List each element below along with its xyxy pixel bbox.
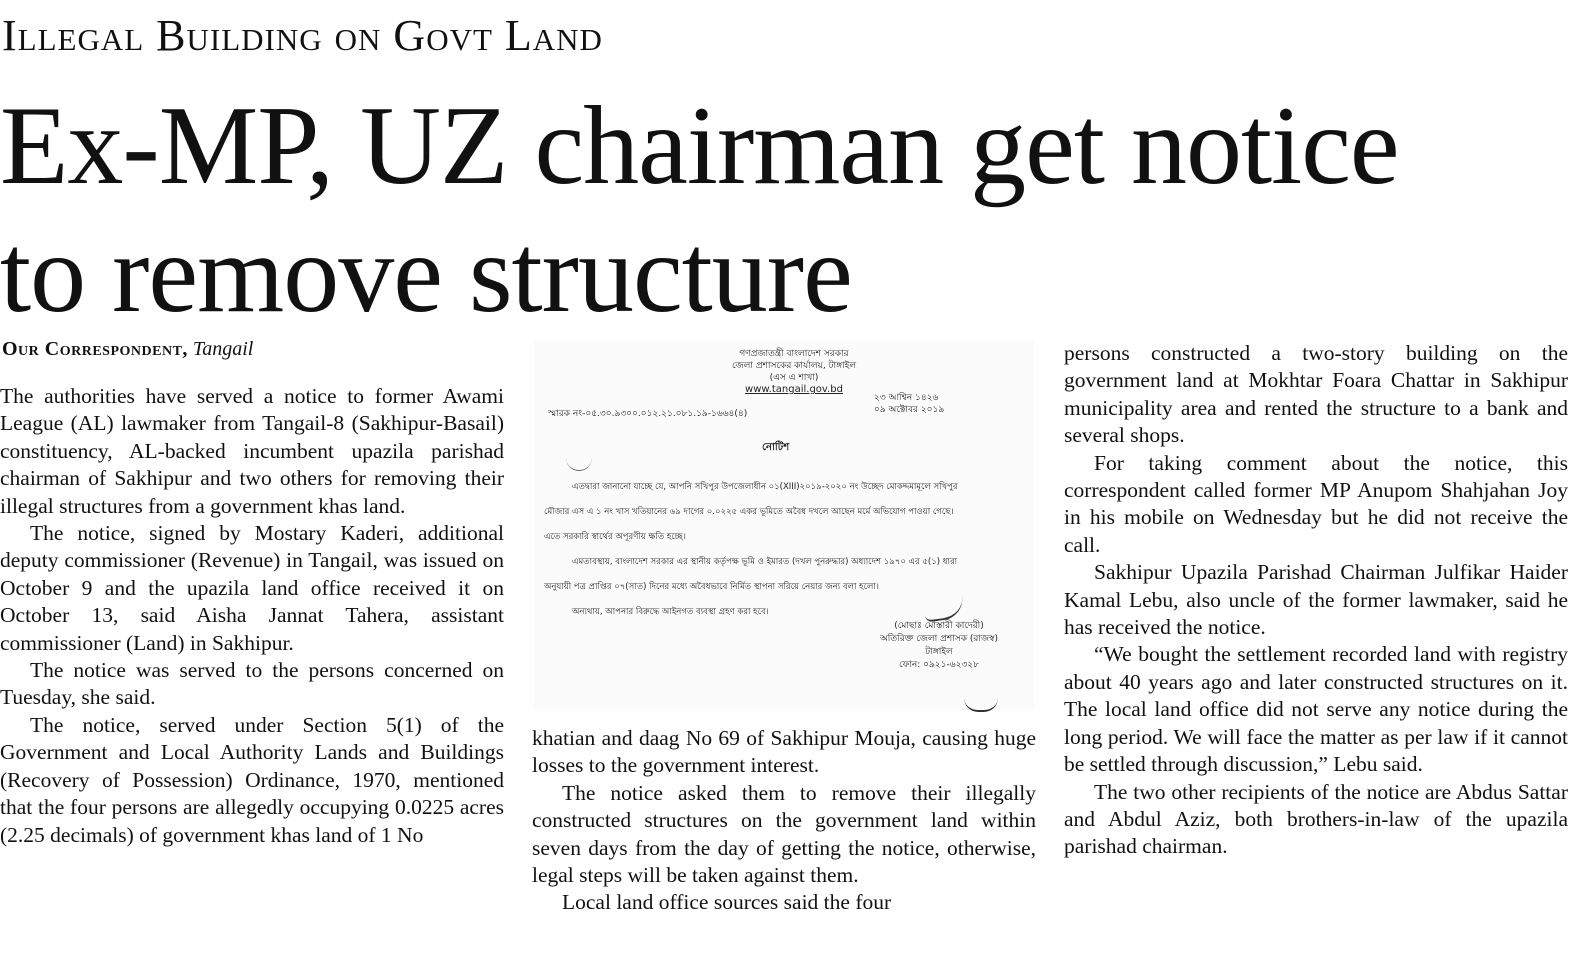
byline-location: Tangail — [192, 338, 254, 360]
notice-date — [874, 392, 944, 416]
notice-date-line: ০৯ অক্টোবর ২০১৯ — [874, 405, 945, 415]
paragraph: Local land office sources said the four — [562, 890, 892, 915]
byline-author: Our Correspondent, — [2, 338, 188, 360]
signature-line: অতিরিক্ত জেলা প্রশাসক (রাজস্ব) — [880, 634, 998, 644]
paragraph: khatian and daag No 69 of Sakhipur Mouja, causing huge losses to the government interest. — [532, 726, 1036, 778]
signature-scribble-2 — [964, 698, 998, 712]
byline — [2, 336, 253, 362]
paragraph: The authorities have served a notice to former Awami League (AL) lawmaker from Tangail-8 (Sakhipur-Basail) constituency, AL-backed incumbent upazila parishad chairman of Sakhipur and two others for removing their illegal structures from a government khas land. — [0, 384, 504, 518]
notice-header-line: জেলা প্রশাসকের কার্যালয়, টাঙ্গাইল — [731, 361, 857, 371]
paragraph: For taking comment about the notice, this correspondent called former MP Anupom Shahjahan Joy in his mobile on Wednesday but he did not receive the call. — [1064, 450, 1568, 557]
paragraph: The notice was served to the persons concerned on Tuesday, she said. — [0, 658, 504, 710]
notice-body-line: অনুযায়ী পত্র প্রাপ্তির ০৭(সাত) দিনের মধ্যে অবৈধভাবে নির্মিত স্থাপনা সরিয়ে নেয়ার জন্য বলা হলো। — [544, 582, 879, 592]
column-1 — [0, 383, 504, 849]
signature-line: টাঙ্গাইল — [925, 647, 953, 657]
paragraph: The two other recipients of the notice are Abdus Sattar and Abdul Aziz, both brothers-in-law of the upazila parishad chairman. — [1064, 779, 1568, 859]
column-2 — [532, 725, 1036, 917]
notice-body-line: এতে সরকারি স্বার্থের অপূরণীয় ক্ষতি হচ্ছে। — [544, 532, 686, 542]
notice-body-line: এতদ্বারা জানানো যাচ্ছে যে, আপনি সখিপুর উপজেলাধীন ০১(XIII)২০১৯-২০২০ নং উচ্ছেদ মোকদ্দমামূলে সখিপুর — [572, 482, 958, 492]
headline-line-1: Ex-MP, UZ chairman get notice — [0, 84, 1399, 208]
notice-mark — [566, 452, 592, 471]
notice-url: www.tangail.gov.bd — [745, 384, 843, 395]
signature-line: (মোছাঃ মোস্তারী কাদেরী) — [894, 621, 984, 631]
paragraph: Sakhipur Upazila Parishad Chairman Julfikar Haider Kamal Lebu, also uncle of the former lawmaker, said he has received the notice. — [1064, 560, 1568, 640]
notice-image — [534, 340, 1034, 710]
notice-date-line: ২৩ আশ্বিন ১৪২৬ — [874, 393, 939, 403]
notice-ref: স্মারক নং-০৫.৩০.৯৩০০.০১২.২১.০৮১.১৯-১৬৬৪(৪) — [548, 409, 748, 419]
headline — [0, 82, 1580, 338]
notice-header — [714, 348, 874, 396]
column-3 — [1064, 340, 1568, 861]
notice-title: নোটিশ — [762, 442, 790, 453]
paragraph: The notice, served under Section 5(1) of the Government and Local Authority Lands and Buildings (Recovery of Possession) Ordinance, 1970, mentioned that the four persons are allegedly occupying 0.0225 acres (2.25 decimals) of government khas land of 1 No — [0, 712, 504, 847]
notice-body-line: এমতাবস্থায়, বাংলাদেশ সরকার এর স্থানীয় কর্তৃপক্ষ ভূমি ও ইমারত (দখল পুনরুদ্ধার) অধ্যাদেশ ১৯৭০ এর ৫(১) ধারা — [572, 557, 958, 567]
headline-line-2: to remove structure — [0, 212, 852, 336]
notice-header-line: (এস এ শাখা) — [769, 373, 819, 383]
kicker: Illegal Building on Govt Land — [2, 11, 603, 60]
paragraph: persons constructed a two-story building on the government land at Mokhtar Foara Chattar in Sakhipur municipality area and rented the structure to a bank and several shops. — [1064, 341, 1568, 448]
paragraph: The notice, signed by Mostary Kaderi, additional deputy commissioner (Revenue) in Tangail, was issued on October 9 and the upazila land office received it on October 13, said Aisha Jannat Tahera, assistant commissioner (Land) in Sakhipur. — [0, 521, 504, 655]
notice-body-line: অন্যথায়, আপনার বিরুদ্ধে আইনগত ব্যবস্থা গ্রহণ করা হবে। — [572, 607, 769, 617]
notice-signature — [874, 598, 1004, 672]
signature-line: ফোন: ০৯২১-৬২৩২৮ — [899, 660, 979, 670]
notice-body-line: মৌজার এস এ ১ নং খাস খতিয়ানের ৬৯ দাগের ০.০২২৫ একর ভূমিতে অবৈধ দখলে আছেন মর্মে অভিযোগ পাওয়া গেছে। — [544, 507, 954, 517]
notice-header-line: গণপ্রজাতন্ত্রী বাংলাদেশ সরকার — [739, 349, 849, 359]
paragraph: The notice asked them to remove their illegally constructed structures on the government land within seven days from the day of getting the notice, otherwise, legal steps will be taken against them. — [532, 780, 1036, 888]
paragraph: “We bought the settlement recorded land with registry about 40 years ago and later constructed structures on it. The local land office did not serve any notice during the long period. We will face the matter as per law if it cannot be settled through discussion,” Lebu said. — [1064, 642, 1568, 777]
